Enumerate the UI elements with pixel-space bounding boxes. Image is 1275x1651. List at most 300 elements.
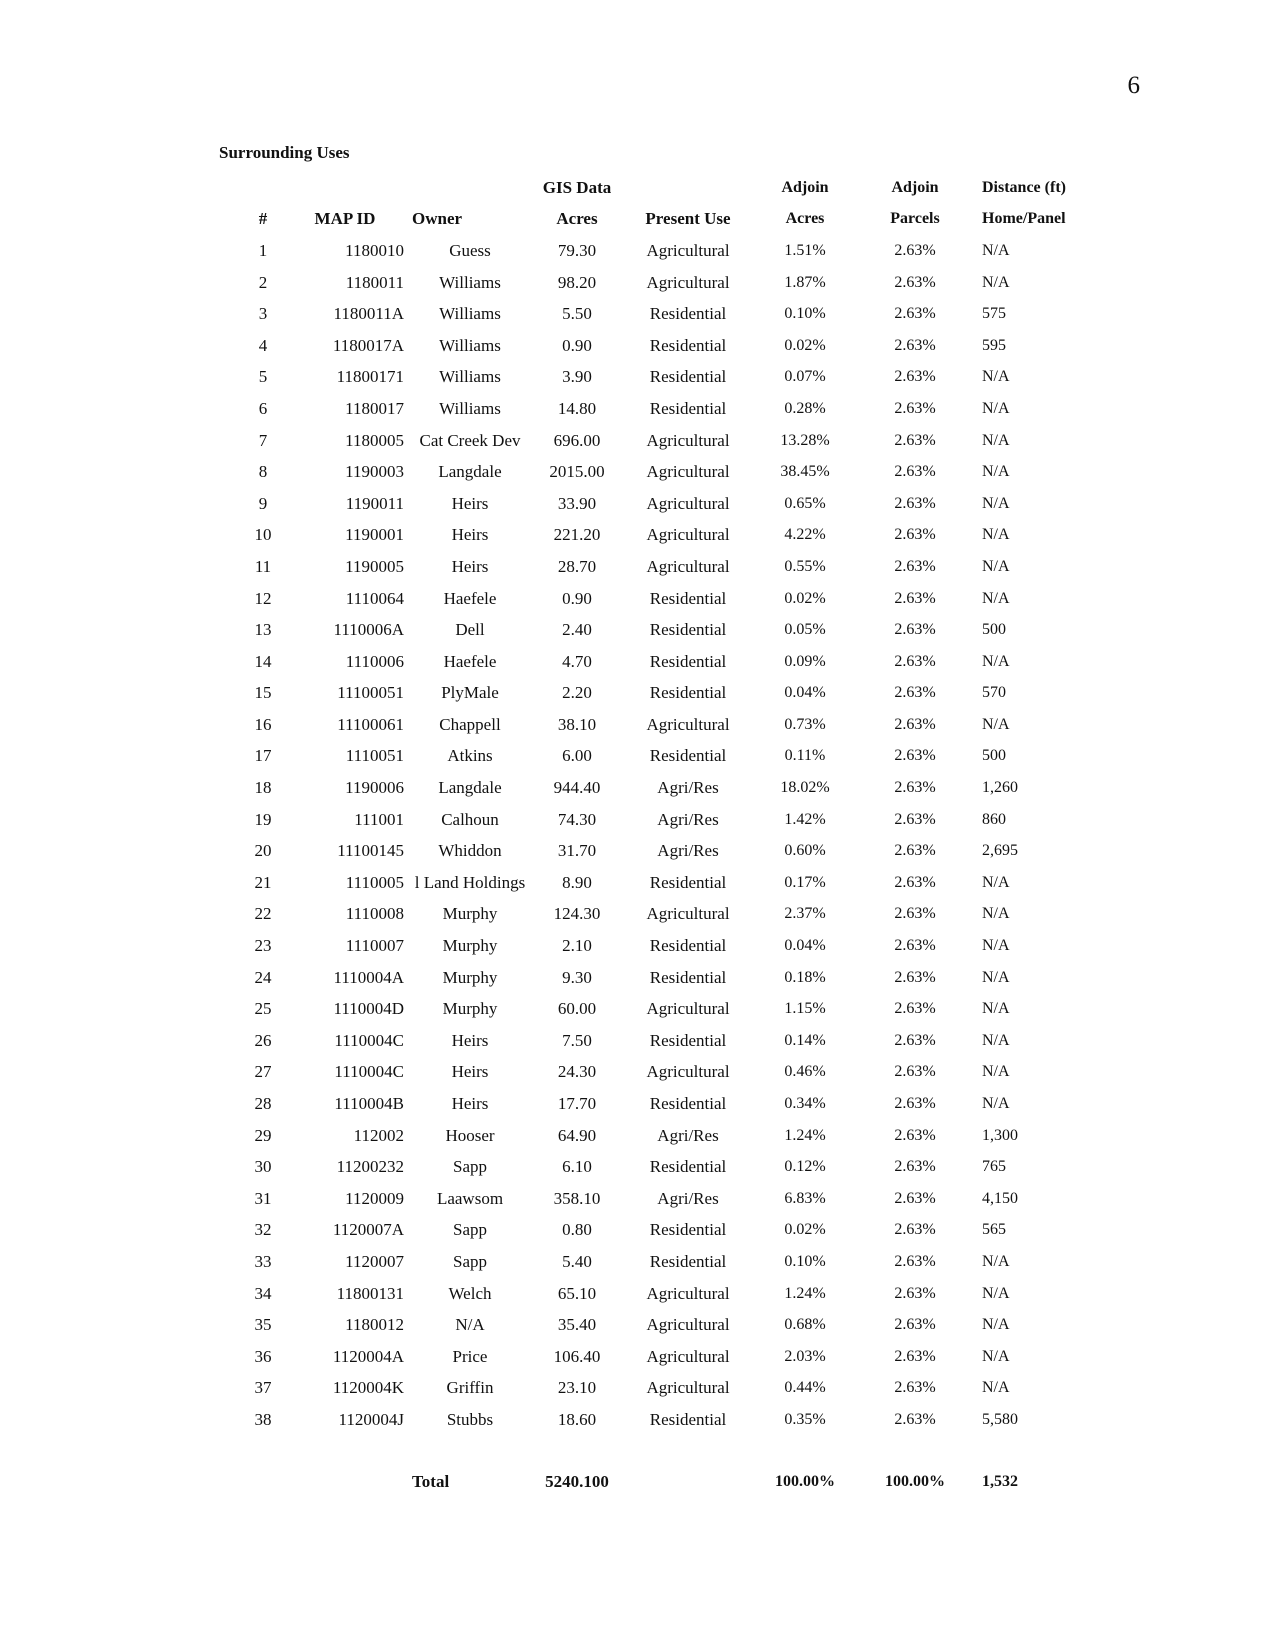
cell-map-id: 111001 <box>354 809 404 829</box>
cell-num: 26 <box>254 1030 272 1050</box>
table-row <box>240 678 1080 710</box>
cell-num: 18 <box>254 778 272 798</box>
cell-num: 8 <box>258 462 268 482</box>
cell-adjoin-parcels: 2.63% <box>894 1126 936 1144</box>
cell-owner: Chappell <box>439 714 501 734</box>
table-row <box>240 235 1080 267</box>
cell-owner: Guess <box>449 240 491 260</box>
cell-distance: N/A <box>982 652 1010 670</box>
header-empty <box>286 172 412 204</box>
cell-owner: Dell <box>455 620 485 640</box>
table-row <box>240 1215 1080 1247</box>
cell-owner: Langdale <box>438 778 502 798</box>
cell-distance: N/A <box>982 1063 1010 1081</box>
cell-owner: N/A <box>455 1315 485 1335</box>
cell-acres: 8.90 <box>562 872 592 892</box>
cell-map-id: 1180012 <box>345 1315 404 1335</box>
cell-num: 10 <box>254 525 272 545</box>
cell-num: 38 <box>254 1409 272 1429</box>
cell-owner: Whiddon <box>438 841 502 861</box>
cell-map-id: 1180017 <box>345 398 404 418</box>
cell-acres: 23.10 <box>557 1378 597 1398</box>
cell-owner: Heirs <box>451 1062 489 1082</box>
cell-adjoin-parcels: 2.63% <box>894 1158 936 1176</box>
table-row <box>240 804 1080 836</box>
cell-map-id: 1120007 <box>345 1251 404 1271</box>
cell-owner: Williams <box>439 398 501 418</box>
table-row <box>240 709 1080 741</box>
cell-owner: Murphy <box>442 936 498 956</box>
cell-acres: 28.70 <box>557 556 597 576</box>
cell-map-id: 1110004C <box>334 1030 404 1050</box>
cell-num: 30 <box>254 1157 272 1177</box>
cell-adjoin-acres: 0.44% <box>784 1379 826 1397</box>
cell-adjoin-acres: 0.02% <box>784 589 826 607</box>
cell-present-use: Agri/Res <box>657 1125 719 1145</box>
cell-present-use: Agricultural <box>646 556 730 576</box>
cell-map-id: 11100051 <box>337 683 404 703</box>
cell-num: 16 <box>254 714 272 734</box>
table-row <box>240 1309 1080 1341</box>
cell-num: 33 <box>254 1251 272 1271</box>
cell-map-id: 1180011A <box>333 304 404 324</box>
cell-map-id: 11200232 <box>336 1157 404 1177</box>
cell-owner: Stubbs <box>446 1409 494 1429</box>
cell-adjoin-acres: 0.60% <box>784 842 826 860</box>
cell-distance: 500 <box>982 747 1006 765</box>
cell-num: 6 <box>258 398 268 418</box>
cell-adjoin-acres: 0.34% <box>784 1095 826 1113</box>
cell-present-use: Agri/Res <box>657 809 719 829</box>
cell-acres: 9.30 <box>562 967 592 987</box>
cell-map-id: 11100145 <box>337 841 404 861</box>
cell-num: 12 <box>254 588 272 608</box>
cell-map-id: 112002 <box>353 1125 404 1145</box>
table-row <box>240 1246 1080 1278</box>
cell-num: 25 <box>254 999 272 1019</box>
cell-num: 15 <box>254 683 272 703</box>
cell-adjoin-acres: 0.35% <box>784 1410 826 1428</box>
header-gis-data: GIS Data <box>542 177 612 197</box>
cell-acres: 6.10 <box>562 1157 592 1177</box>
cell-owner: Griffin <box>446 1378 494 1398</box>
cell-owner: Hooser <box>445 1125 495 1145</box>
cell-adjoin-acres: 0.09% <box>784 652 826 670</box>
cell-owner: Price <box>452 1346 488 1366</box>
cell-adjoin-parcels: 2.63% <box>894 368 936 386</box>
cell-present-use: Agricultural <box>646 999 730 1019</box>
header-present-use: Present Use <box>645 209 731 229</box>
cell-distance: N/A <box>982 905 1010 923</box>
cell-owner: Heirs <box>451 556 489 576</box>
table-row <box>240 899 1080 931</box>
cell-map-id: 1180017A <box>332 335 404 355</box>
table-row <box>240 646 1080 678</box>
cell-present-use: Agricultural <box>646 904 730 924</box>
cell-owner: Welch <box>448 1283 492 1303</box>
table-row <box>240 298 1080 330</box>
cell-adjoin-acres: 0.05% <box>784 621 826 639</box>
table-row <box>240 1373 1080 1405</box>
table-row <box>240 1088 1080 1120</box>
cell-owner: Sapp <box>453 1251 487 1271</box>
cell-adjoin-parcels: 2.63% <box>894 1189 936 1207</box>
cell-map-id: 1120004J <box>338 1409 404 1429</box>
cell-adjoin-acres: 0.02% <box>784 336 826 354</box>
header-adjoin-parcels-top: Adjoin <box>891 178 939 196</box>
cell-present-use: Agricultural <box>646 493 730 513</box>
header-empty <box>412 172 528 204</box>
header-adjoin-parcels: Parcels <box>890 210 940 228</box>
cell-adjoin-acres: 18.02% <box>780 779 830 797</box>
cell-map-id: 11800131 <box>336 1283 404 1303</box>
cell-acres: 2.20 <box>562 683 592 703</box>
cell-present-use: Agricultural <box>646 272 730 292</box>
cell-adjoin-parcels: 2.63% <box>894 779 936 797</box>
cell-num: 20 <box>254 841 272 861</box>
cell-adjoin-acres: 0.07% <box>784 368 826 386</box>
cell-distance: 4,150 <box>982 1189 1018 1207</box>
cell-adjoin-acres: 0.17% <box>784 873 826 891</box>
cell-acres: 221.20 <box>553 525 601 545</box>
cell-adjoin-parcels: 2.63% <box>894 589 936 607</box>
cell-adjoin-acres: 1.24% <box>784 1126 826 1144</box>
cell-adjoin-parcels: 2.63% <box>894 1316 936 1334</box>
cell-acres: 944.40 <box>553 778 601 798</box>
table-row <box>240 551 1080 583</box>
cell-distance: N/A <box>982 1000 1010 1018</box>
cell-adjoin-acres: 0.28% <box>784 399 826 417</box>
cell-num: 1 <box>258 240 268 260</box>
cell-acres: 4.70 <box>562 651 592 671</box>
page-number: 6 <box>1127 72 1140 99</box>
cell-adjoin-parcels: 2.63% <box>894 1347 936 1365</box>
cell-map-id: 1110051 <box>345 746 404 766</box>
cell-adjoin-parcels: 2.63% <box>894 305 936 323</box>
cell-map-id: 11100061 <box>337 714 404 734</box>
cell-adjoin-acres: 6.83% <box>784 1189 826 1207</box>
cell-owner: Heirs <box>451 1030 489 1050</box>
cell-adjoin-parcels: 2.63% <box>894 1095 936 1113</box>
cell-acres: 35.40 <box>557 1315 597 1335</box>
header-row <box>240 204 1080 236</box>
cell-adjoin-parcels: 2.63% <box>894 494 936 512</box>
header-empty <box>240 172 286 204</box>
cell-present-use: Residential <box>649 872 727 892</box>
cell-distance: N/A <box>982 715 1010 733</box>
cell-present-use: Agri/Res <box>657 778 719 798</box>
cell-present-use: Residential <box>649 398 727 418</box>
cell-adjoin-parcels: 2.63% <box>894 431 936 449</box>
total-acres: 5240.100 <box>545 1471 609 1491</box>
cell-adjoin-acres: 0.10% <box>784 1252 826 1270</box>
cell-map-id: 1180005 <box>345 430 404 450</box>
cell-adjoin-parcels: 2.63% <box>894 684 936 702</box>
cell-acres: 124.30 <box>553 904 601 924</box>
cell-present-use: Residential <box>649 746 727 766</box>
cell-num: 32 <box>254 1220 272 1240</box>
cell-owner: Williams <box>439 335 501 355</box>
cell-adjoin-parcels: 2.63% <box>894 1221 936 1239</box>
cell-adjoin-parcels: 2.63% <box>894 241 936 259</box>
cell-present-use: Residential <box>649 335 727 355</box>
cell-map-id: 1110004B <box>334 1094 404 1114</box>
cell-adjoin-acres: 0.11% <box>784 747 826 765</box>
cell-adjoin-parcels: 2.63% <box>894 1252 936 1270</box>
cell-owner: Heirs <box>451 1094 489 1114</box>
cell-owner: Sapp <box>453 1157 487 1177</box>
table-body <box>240 235 1080 1436</box>
cell-acres: 0.90 <box>562 335 592 355</box>
cell-distance: 595 <box>982 336 1006 354</box>
cell-num: 29 <box>254 1125 272 1145</box>
table-row <box>240 520 1080 552</box>
cell-owner: l Land Holdings <box>414 872 526 892</box>
cell-num: 35 <box>254 1315 272 1335</box>
table-row <box>240 1151 1080 1183</box>
cell-acres: 2.10 <box>562 936 592 956</box>
cell-adjoin-parcels: 2.63% <box>894 1379 936 1397</box>
cell-adjoin-acres: 0.10% <box>784 305 826 323</box>
cell-adjoin-acres: 0.12% <box>784 1158 826 1176</box>
cell-map-id: 1190011 <box>345 493 404 513</box>
table-row <box>240 456 1080 488</box>
cell-present-use: Residential <box>649 1251 727 1271</box>
cell-owner: Heirs <box>451 525 489 545</box>
total-row <box>240 1466 1080 1498</box>
cell-acres: 31.70 <box>557 841 597 861</box>
cell-adjoin-parcels: 2.63% <box>894 747 936 765</box>
cell-owner: Murphy <box>442 999 498 1019</box>
header-num: # <box>258 209 268 229</box>
cell-adjoin-parcels: 2.63% <box>894 873 936 891</box>
cell-distance: N/A <box>982 399 1010 417</box>
cell-map-id: 1110006 <box>345 651 404 671</box>
cell-map-id: 1110004C <box>334 1062 404 1082</box>
cell-map-id: 1120004A <box>332 1346 404 1366</box>
cell-distance: 570 <box>982 684 1006 702</box>
cell-distance: N/A <box>982 526 1010 544</box>
cell-acres: 696.00 <box>553 430 601 450</box>
cell-adjoin-acres: 0.65% <box>784 494 826 512</box>
cell-present-use: Agricultural <box>646 525 730 545</box>
cell-num: 4 <box>258 335 268 355</box>
header-map-id: MAP ID <box>314 209 376 229</box>
cell-num: 27 <box>254 1062 272 1082</box>
cell-num: 13 <box>254 620 272 640</box>
cell-adjoin-acres: 1.24% <box>784 1284 826 1302</box>
table-row <box>240 962 1080 994</box>
cell-present-use: Residential <box>649 1094 727 1114</box>
cell-adjoin-acres: 4.22% <box>784 526 826 544</box>
cell-map-id: 11800171 <box>336 367 404 387</box>
cell-acres: 18.60 <box>557 1409 597 1429</box>
cell-present-use: Residential <box>649 620 727 640</box>
cell-distance: 765 <box>982 1158 1006 1176</box>
table-row <box>240 362 1080 394</box>
cell-acres: 2.40 <box>562 620 592 640</box>
cell-adjoin-acres: 0.02% <box>784 1221 826 1239</box>
cell-distance: N/A <box>982 1252 1010 1270</box>
cell-acres: 3.90 <box>562 367 592 387</box>
cell-adjoin-acres: 0.18% <box>784 968 826 986</box>
table-row <box>240 1120 1080 1152</box>
cell-adjoin-parcels: 2.63% <box>894 1410 936 1428</box>
cell-present-use: Residential <box>649 936 727 956</box>
cell-distance: N/A <box>982 1095 1010 1113</box>
cell-adjoin-parcels: 2.63% <box>894 905 936 923</box>
cell-adjoin-parcels: 2.63% <box>894 715 936 733</box>
cell-map-id: 1180011 <box>345 272 404 292</box>
cell-distance: N/A <box>982 1347 1010 1365</box>
cell-owner: Calhoun <box>441 809 499 829</box>
cell-adjoin-parcels: 2.63% <box>894 273 936 291</box>
header-owner: Owner <box>412 209 463 229</box>
cell-distance: N/A <box>982 557 1010 575</box>
cell-owner: Haefele <box>443 588 497 608</box>
cell-present-use: Residential <box>649 967 727 987</box>
cell-num: 22 <box>254 904 272 924</box>
table-row <box>240 393 1080 425</box>
cell-present-use: Residential <box>649 1409 727 1429</box>
cell-num: 3 <box>258 304 268 324</box>
cell-adjoin-acres: 2.03% <box>784 1347 826 1365</box>
cell-distance: 1,300 <box>982 1126 1018 1144</box>
cell-distance: N/A <box>982 1284 1010 1302</box>
cell-num: 9 <box>258 493 268 513</box>
cell-present-use: Agricultural <box>646 1378 730 1398</box>
cell-map-id: 1110004D <box>333 999 404 1019</box>
cell-owner: Cat Creek Dev <box>419 430 521 450</box>
cell-present-use: Residential <box>649 683 727 703</box>
header-empty <box>626 172 750 204</box>
header-home-panel: Home/Panel <box>982 210 1066 228</box>
cell-owner: Williams <box>439 304 501 324</box>
cell-distance: 565 <box>982 1221 1006 1239</box>
cell-adjoin-acres: 13.28% <box>780 431 830 449</box>
cell-adjoin-parcels: 2.63% <box>894 968 936 986</box>
cell-map-id: 1180010 <box>345 240 404 260</box>
cell-acres: 79.30 <box>557 240 597 260</box>
cell-present-use: Agri/Res <box>657 1188 719 1208</box>
cell-adjoin-parcels: 2.63% <box>894 1284 936 1302</box>
cell-distance: N/A <box>982 873 1010 891</box>
cell-acres: 24.30 <box>557 1062 597 1082</box>
table-row <box>240 614 1080 646</box>
cell-map-id: 1120004K <box>332 1378 404 1398</box>
table-row <box>240 488 1080 520</box>
table-row <box>240 930 1080 962</box>
cell-adjoin-acres: 0.04% <box>784 937 826 955</box>
cell-distance: N/A <box>982 494 1010 512</box>
cell-num: 28 <box>254 1094 272 1114</box>
cell-adjoin-parcels: 2.63% <box>894 336 936 354</box>
cell-distance: N/A <box>982 241 1010 259</box>
cell-distance: N/A <box>982 463 1010 481</box>
spacer-row <box>240 1436 1080 1466</box>
cell-num: 24 <box>254 967 272 987</box>
cell-acres: 5.50 <box>562 304 592 324</box>
cell-map-id: 1110064 <box>345 588 404 608</box>
cell-acres: 60.00 <box>557 999 597 1019</box>
cell-present-use: Agricultural <box>646 1062 730 1082</box>
table-row <box>240 1341 1080 1373</box>
cell-acres: 65.10 <box>557 1283 597 1303</box>
cell-num: 2 <box>258 272 268 292</box>
table-row <box>240 267 1080 299</box>
cell-adjoin-acres: 2.37% <box>784 905 826 923</box>
cell-acres: 38.10 <box>557 714 597 734</box>
cell-acres: 14.80 <box>557 398 597 418</box>
cell-present-use: Agricultural <box>646 1283 730 1303</box>
cell-adjoin-acres: 1.87% <box>784 273 826 291</box>
cell-num: 17 <box>254 746 272 766</box>
cell-distance: 575 <box>982 305 1006 323</box>
cell-owner: PlyMale <box>441 683 499 703</box>
cell-owner: Murphy <box>442 904 498 924</box>
cell-owner: Williams <box>439 272 501 292</box>
table-row <box>240 425 1080 457</box>
cell-owner: Murphy <box>442 967 498 987</box>
table-row <box>240 1183 1080 1215</box>
cell-distance: 5,580 <box>982 1410 1018 1428</box>
table-row <box>240 993 1080 1025</box>
total-empty <box>286 1466 412 1498</box>
table-row <box>240 1057 1080 1089</box>
cell-distance: 1,260 <box>982 779 1018 797</box>
cell-adjoin-acres: 38.45% <box>780 463 830 481</box>
total-empty <box>626 1466 750 1498</box>
cell-distance: N/A <box>982 431 1010 449</box>
header-adjoin-acres-top: Adjoin <box>781 178 829 196</box>
table-row <box>240 741 1080 773</box>
cell-distance: 2,695 <box>982 842 1018 860</box>
table-row <box>240 1278 1080 1310</box>
cell-adjoin-acres: 1.51% <box>784 241 826 259</box>
cell-acres: 33.90 <box>557 493 597 513</box>
total-empty <box>240 1466 286 1498</box>
cell-present-use: Residential <box>649 304 727 324</box>
cell-present-use: Agricultural <box>646 462 730 482</box>
cell-num: 23 <box>254 936 272 956</box>
cell-adjoin-parcels: 2.63% <box>894 399 936 417</box>
cell-present-use: Agricultural <box>646 430 730 450</box>
cell-present-use: Residential <box>649 651 727 671</box>
cell-distance: 860 <box>982 810 1006 828</box>
cell-present-use: Agricultural <box>646 240 730 260</box>
cell-adjoin-parcels: 2.63% <box>894 557 936 575</box>
total-adjoin-acres: 100.00% <box>775 1472 835 1490</box>
cell-present-use: Residential <box>649 588 727 608</box>
cell-map-id: 1120007A <box>332 1220 404 1240</box>
cell-adjoin-parcels: 2.63% <box>894 463 936 481</box>
cell-present-use: Agricultural <box>646 1346 730 1366</box>
cell-adjoin-parcels: 2.63% <box>894 1000 936 1018</box>
cell-adjoin-parcels: 2.63% <box>894 621 936 639</box>
cell-acres: 98.20 <box>557 272 597 292</box>
cell-adjoin-parcels: 2.63% <box>894 842 936 860</box>
cell-acres: 5.40 <box>562 1251 592 1271</box>
cell-distance: N/A <box>982 273 1010 291</box>
cell-map-id: 1190001 <box>345 525 404 545</box>
total-distance: 1,532 <box>982 1472 1018 1490</box>
cell-map-id: 1110005 <box>345 872 404 892</box>
cell-map-id: 1190006 <box>345 778 404 798</box>
cell-num: 34 <box>254 1283 272 1303</box>
total-adjoin-parcels: 100.00% <box>885 1472 945 1490</box>
cell-acres: 0.80 <box>562 1220 592 1240</box>
table-row <box>240 330 1080 362</box>
